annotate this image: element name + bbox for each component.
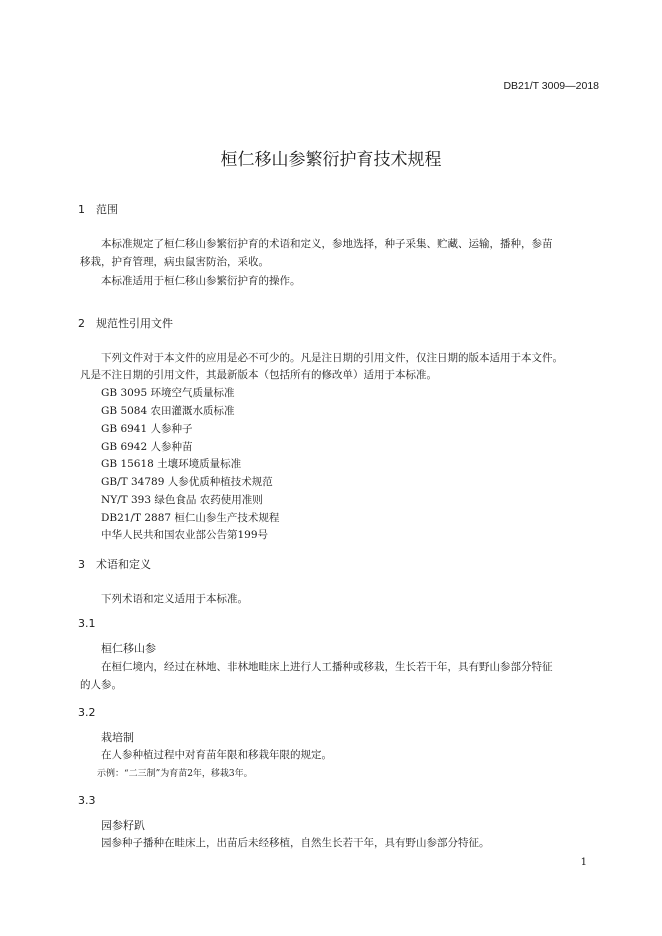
document-title: 桓仁移山参繁衍护育技术规程 bbox=[220, 150, 442, 170]
term-number: 3.2 bbox=[78, 706, 96, 719]
scope-paragraph-2: 本标准适用于桓仁移山参繁衍护育的操作。 bbox=[101, 275, 301, 287]
section-3-heading bbox=[78, 556, 151, 572]
section-number: 2 bbox=[78, 317, 85, 330]
section-title: 范围 bbox=[96, 203, 118, 216]
reference-item: DB21/T 2887 桓仁山参生产技术规程 bbox=[101, 512, 280, 524]
page-number: 1 bbox=[580, 857, 587, 868]
reference-item: GB 3095 环境空气质量标准 bbox=[101, 387, 235, 399]
term-definition: 园参种子播种在畦床上，出苗后未经移植，自然生长若干年，具有野山参部分特征。 bbox=[101, 837, 490, 849]
document-code: DB21/T 3009—2018 bbox=[503, 80, 599, 92]
scope-paragraph-line1: 本标准规定了桓仁移山参繁衍护育的术语和定义，参地选择，种子采集、贮藏、运输，播种，参苗 bbox=[101, 238, 553, 250]
reference-item: GB 6941 人参种子 bbox=[101, 423, 193, 435]
term-example-note: 示例：“二三制”为育苗2年，移栽3年。 bbox=[97, 769, 253, 779]
section-number: 1 bbox=[78, 203, 85, 216]
term-title: 园参籽趴 bbox=[101, 819, 145, 832]
reference-item: NY/T 393 绿色食品 农药使用准则 bbox=[101, 494, 263, 506]
term-number: 3.3 bbox=[78, 794, 96, 807]
reference-item: GB/T 34789 人参优质种植技术规范 bbox=[101, 476, 273, 488]
term-title: 栽培制 bbox=[101, 731, 134, 744]
reference-item: GB 6942 人参种苗 bbox=[101, 441, 193, 453]
section-2-heading bbox=[78, 315, 173, 331]
term-definition-line1: 在桓仁境内，经过在林地、非林地畦床上进行人工播种或移栽，生长若干年，具有野山参部分特征 bbox=[101, 661, 553, 673]
term-number: 3.1 bbox=[78, 617, 96, 630]
reference-item: 中华人民共和国农业部公告第199号 bbox=[101, 529, 269, 541]
reference-item: GB 5084 农田灌溉水质标准 bbox=[101, 405, 235, 417]
section-number: 3 bbox=[78, 558, 85, 571]
section-title: 术语和定义 bbox=[96, 558, 151, 571]
scope-paragraph-line2: 移栽，护育管理，病虫鼠害防治，采收。 bbox=[80, 256, 269, 268]
term-title: 桓仁移山参 bbox=[101, 642, 156, 655]
references-intro-line2: 凡是不注日期的引用文件，其最新版本（包括所有的修改单）适用于本标准。 bbox=[80, 369, 437, 381]
term-definition: 在人参种植过程中对育苗年限和移栽年限的规定。 bbox=[101, 749, 332, 761]
term-definition-line2: 的人参。 bbox=[80, 679, 122, 691]
terms-intro: 下列术语和定义适用于本标准。 bbox=[101, 593, 248, 605]
section-1-heading bbox=[78, 201, 118, 217]
section-title: 规范性引用文件 bbox=[96, 317, 173, 330]
reference-item: GB 15618 土壤环境质量标准 bbox=[101, 458, 242, 470]
references-intro-line1: 下列文件对于本文件的应用是必不可少的。凡是注日期的引用文件，仅注日期的版本适用于本文件。 bbox=[101, 352, 563, 364]
